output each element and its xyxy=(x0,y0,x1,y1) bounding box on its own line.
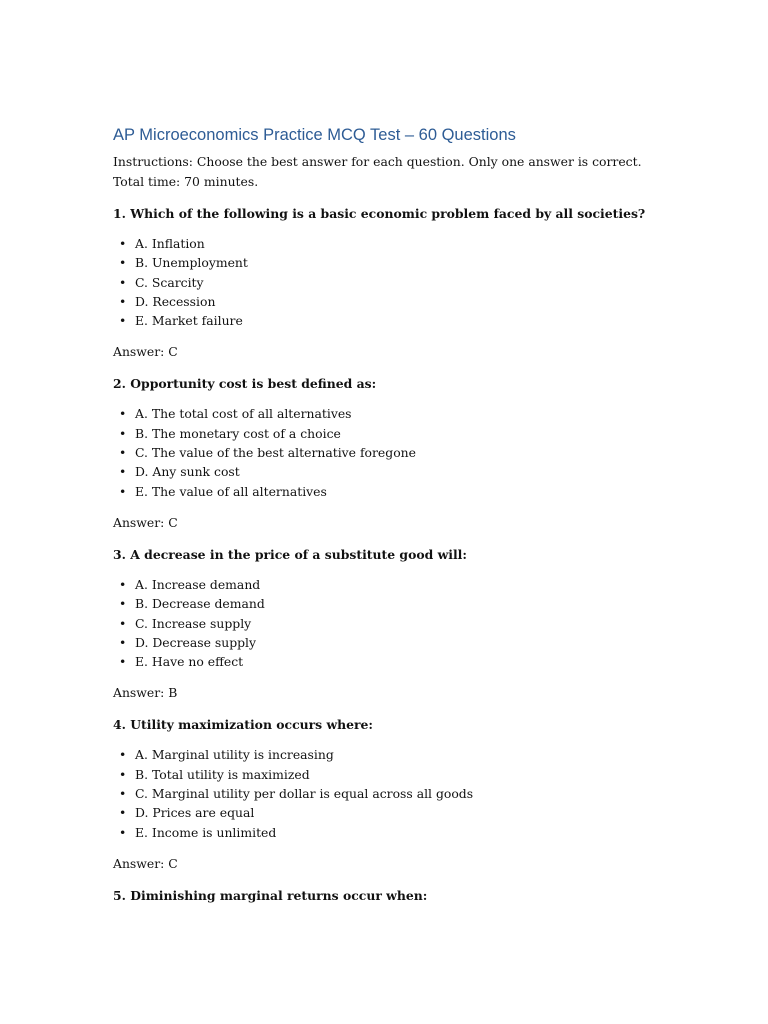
option-text: B. The monetary cost of a choice xyxy=(135,425,341,441)
bullet-icon: • xyxy=(119,274,127,290)
option-item xyxy=(113,614,653,633)
option-item xyxy=(113,745,653,764)
option-text: D. Prices are equal xyxy=(135,805,255,821)
answer-text: Answer: C xyxy=(113,855,178,871)
bullet-icon: • xyxy=(119,255,127,271)
option-item xyxy=(113,311,653,330)
option-text: C. The value of the best alternative foregone xyxy=(135,445,416,461)
option-item xyxy=(113,443,653,462)
option-item xyxy=(113,404,653,423)
option-item xyxy=(113,652,653,671)
option-item xyxy=(113,594,653,613)
document-page xyxy=(113,124,653,916)
option-text: B. Unemployment xyxy=(135,255,248,271)
question-text: 5. Diminishing marginal returns occur when: xyxy=(113,887,428,903)
option-item xyxy=(113,253,653,272)
option-item xyxy=(113,234,653,253)
option-text: B. Decrease demand xyxy=(135,596,265,612)
instructions-text: Instructions: Choose the best answer for each question. Only one answer is correct. Total time: 70 minutes. xyxy=(113,154,642,189)
question-block xyxy=(113,374,653,532)
option-item xyxy=(113,292,653,311)
question-text: 2. Opportunity cost is best defined as: xyxy=(113,376,377,392)
bullet-icon: • xyxy=(119,483,127,499)
options-list xyxy=(113,745,653,841)
bullet-icon: • xyxy=(119,766,127,782)
option-text: D. Recession xyxy=(135,293,216,309)
document-title: AP Microeconomics Practice MCQ Test – 60 Questions xyxy=(113,126,516,144)
question-block xyxy=(113,204,653,362)
bullet-icon: • xyxy=(119,445,127,461)
bullet-icon: • xyxy=(119,805,127,821)
option-text: E. Income is unlimited xyxy=(135,824,277,840)
question-block xyxy=(113,886,653,906)
bullet-icon: • xyxy=(119,576,127,592)
bullet-icon: • xyxy=(119,824,127,840)
answer-text: Answer: B xyxy=(113,685,178,701)
option-text: A. Increase demand xyxy=(135,576,261,592)
option-text: C. Marginal utility per dollar is equal across all goods xyxy=(135,786,474,802)
option-item xyxy=(113,575,653,594)
answer-text: Answer: C xyxy=(113,344,178,360)
bullet-icon: • xyxy=(119,615,127,631)
option-item xyxy=(113,482,653,501)
option-item xyxy=(113,765,653,784)
option-text: A. Marginal utility is increasing xyxy=(135,747,334,763)
question-block xyxy=(113,545,653,703)
option-text: D. Decrease supply xyxy=(135,634,257,650)
question-text: 3. A decrease in the price of a substitute good will: xyxy=(113,546,467,562)
option-item xyxy=(113,784,653,803)
options-list xyxy=(113,575,653,671)
bullet-icon: • xyxy=(119,786,127,802)
bullet-icon: • xyxy=(119,596,127,612)
option-text: E. Have no effect xyxy=(135,654,244,670)
bullet-icon: • xyxy=(119,406,127,422)
option-text: C. Scarcity xyxy=(135,274,204,290)
option-item xyxy=(113,803,653,822)
question-text: 4. Utility maximization occurs where: xyxy=(113,717,373,733)
option-text: C. Increase supply xyxy=(135,615,252,631)
option-text: A. Inflation xyxy=(135,236,205,251)
option-text: A. The total cost of all alternatives xyxy=(135,406,352,422)
option-text: D. Any sunk cost xyxy=(135,464,240,480)
option-item xyxy=(113,823,653,842)
options-list xyxy=(113,404,653,500)
options-list xyxy=(113,234,653,330)
bullet-icon: • xyxy=(119,236,127,251)
bullet-icon: • xyxy=(119,747,127,763)
option-item xyxy=(113,424,653,443)
answer-text: Answer: C xyxy=(113,514,178,530)
bullet-icon: • xyxy=(119,464,127,480)
bullet-icon: • xyxy=(119,293,127,309)
option-text: E. Market failure xyxy=(135,313,243,329)
option-item xyxy=(113,273,653,292)
option-item xyxy=(113,633,653,652)
bullet-icon: • xyxy=(119,654,127,670)
bullet-icon: • xyxy=(119,425,127,441)
question-block xyxy=(113,715,653,873)
option-text: E. The value of all alternatives xyxy=(135,483,327,499)
bullet-icon: • xyxy=(119,634,127,650)
question-text: 1. Which of the following is a basic economic problem faced by all societies? xyxy=(113,206,646,221)
option-item xyxy=(113,462,653,481)
option-text: B. Total utility is maximized xyxy=(135,766,310,782)
bullet-icon: • xyxy=(119,313,127,329)
